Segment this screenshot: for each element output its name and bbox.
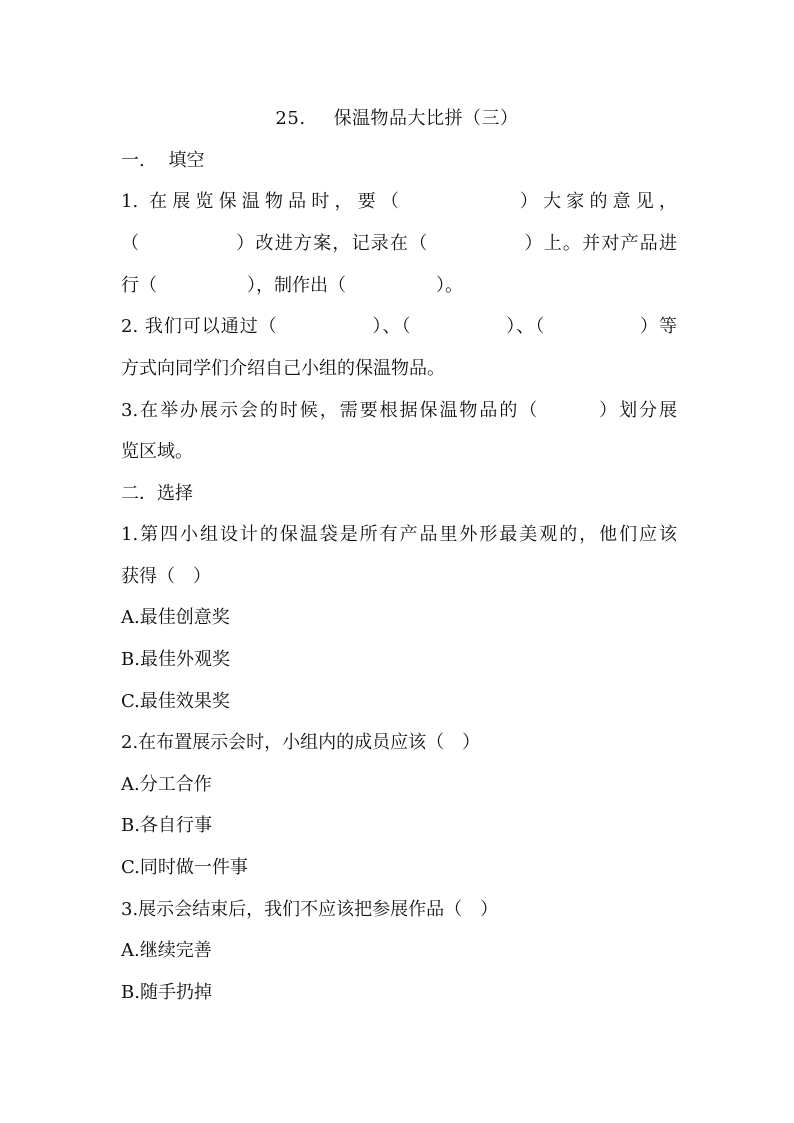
choice-q3-option-b: B.随手扔掉 bbox=[121, 982, 212, 1003]
fill-q2-line2: 方式向同学们介绍自己小组的保温物品。 bbox=[121, 358, 445, 379]
section-heading-choice: 二．选择 bbox=[121, 483, 193, 504]
choice-q3-option-a: A.继续完善 bbox=[121, 940, 212, 961]
choice-q2-option-c: C.同时做一件事 bbox=[121, 857, 248, 878]
section-heading-fill-blank: 一. 填空 bbox=[121, 150, 205, 171]
choice-q1-line1: 1.第四小组设计的保温袋是所有产品里外形最美观的，他们应该 bbox=[121, 524, 677, 545]
choice-q1-line2: 获得（ ） bbox=[121, 566, 211, 587]
choice-q1-option-b: B.最佳外观奖 bbox=[121, 649, 230, 670]
lesson-number: 25. bbox=[275, 108, 306, 129]
choice-q1-option-c: C.最佳效果奖 bbox=[121, 691, 230, 712]
fill-q1-line2: （ ）改进方案，记录在（ ）上。并对产品进 bbox=[121, 233, 677, 254]
fill-q3-line2: 览区域。 bbox=[121, 441, 193, 462]
fill-q3-line1: 3.在举办展示会的时候，需要根据保温物品的（ ）划分展 bbox=[121, 400, 677, 421]
choice-q2-option-a: A.分工合作 bbox=[121, 774, 212, 795]
fill-q1-line3: 行（ ），制作出（ ）。 bbox=[121, 275, 463, 296]
fill-q2-line1: 2. 我们可以通过（ ）、（ ）、（ ）等 bbox=[121, 316, 677, 337]
choice-q1-option-a: A.最佳创意奖 bbox=[121, 607, 230, 628]
choice-q3-line1: 3.展示会结束后，我们不应该把参展作品（ ） bbox=[121, 899, 499, 920]
page-title bbox=[0, 104, 794, 130]
fill-q1-line1: 1. 在展览保温物品时，要（ ）大家的意见， bbox=[121, 191, 677, 212]
choice-q2-line1: 2.在布置展示会时，小组内的成员应该（ ） bbox=[121, 732, 481, 753]
lesson-title: 保温物品大比拼（三） bbox=[333, 108, 519, 129]
choice-q2-option-b: B.各自行事 bbox=[121, 815, 212, 836]
